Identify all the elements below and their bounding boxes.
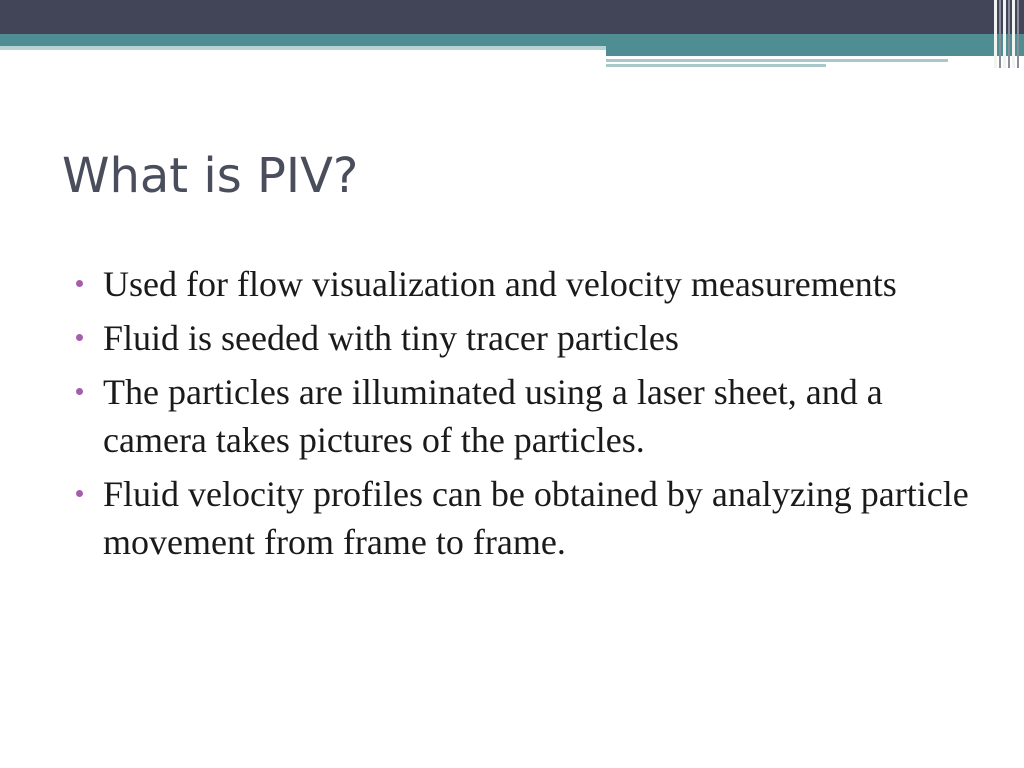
header-band-dark bbox=[0, 0, 1024, 34]
bullet-item bbox=[76, 368, 976, 464]
header-accent-line bbox=[606, 64, 826, 67]
header-band-teal-right bbox=[606, 46, 1024, 56]
header-accent-line bbox=[606, 59, 948, 62]
bullet-item bbox=[76, 260, 976, 308]
bullet-item bbox=[76, 470, 976, 566]
bullet-dot-icon bbox=[76, 490, 83, 497]
bullet-dot-icon bbox=[76, 334, 83, 341]
bullet-dot-icon bbox=[76, 388, 83, 395]
slide-title: What is PIV? bbox=[62, 148, 359, 204]
header-stripe bbox=[994, 0, 997, 68]
header-stripe bbox=[999, 0, 1001, 68]
bullet-text: Fluid velocity profiles can be obtained by analyzing particle movement from frame to frame. bbox=[103, 474, 969, 562]
header-stripe bbox=[1003, 0, 1006, 68]
header-stripe bbox=[1008, 0, 1010, 68]
bullet-text: Fluid is seeded with tiny tracer particles bbox=[103, 318, 679, 358]
bullet-dot-icon bbox=[76, 280, 83, 287]
bullet-text: Used for flow visualization and velocity measurements bbox=[103, 264, 897, 304]
header-stripe bbox=[1017, 0, 1019, 68]
bullet-text: The particles are illuminated using a laser sheet, and a camera takes pictures of the particles. bbox=[103, 372, 883, 460]
header-stripe bbox=[1012, 0, 1015, 68]
header-band-teal bbox=[0, 34, 1024, 46]
bullet-list bbox=[76, 260, 976, 572]
bullet-item bbox=[76, 314, 976, 362]
